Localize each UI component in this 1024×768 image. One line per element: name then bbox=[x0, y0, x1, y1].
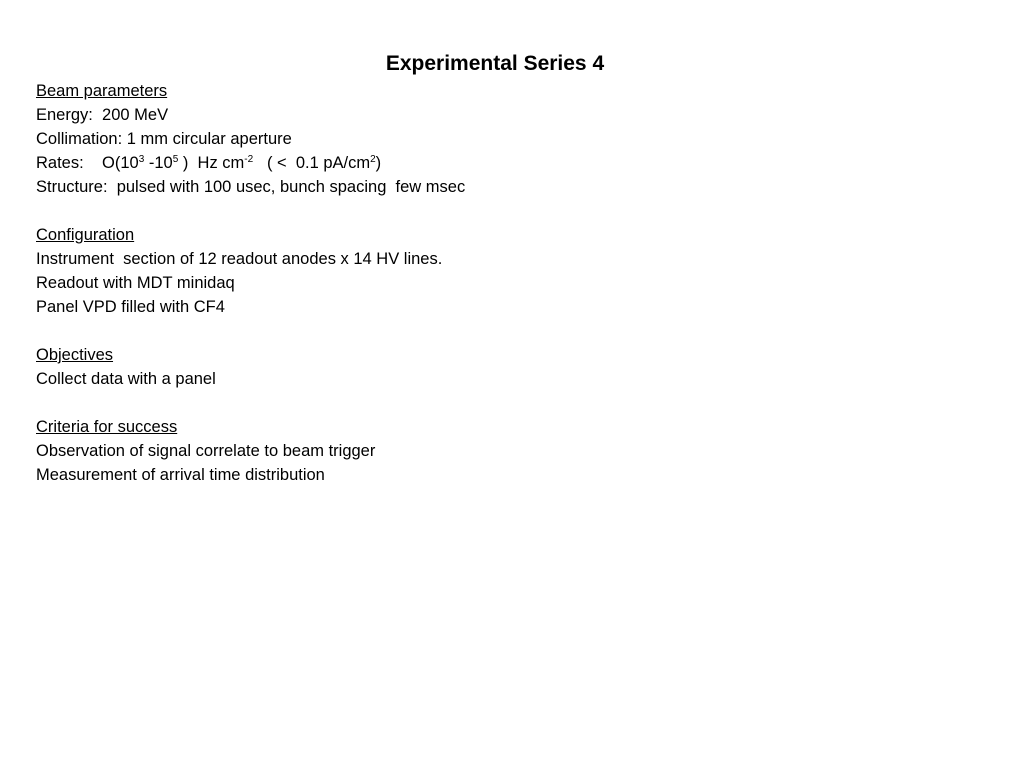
objectives-line: Collect data with a panel bbox=[36, 370, 216, 388]
energy-line: Energy: 200 MeV bbox=[36, 106, 169, 124]
rates-exponent-4: 2 bbox=[370, 154, 376, 165]
configuration-line: Instrument section of 12 readout anodes x 14 HV lines. bbox=[36, 250, 443, 268]
structure-line: Structure: pulsed with 100 usec, bunch spacing few msec bbox=[36, 178, 466, 196]
spacer bbox=[36, 319, 976, 343]
beam-parameters-heading: Beam parameters bbox=[36, 82, 168, 100]
spacer bbox=[36, 199, 976, 223]
rates-suffix: ) bbox=[375, 154, 382, 172]
configuration-line: Panel VPD filled with CF4 bbox=[36, 298, 225, 316]
configuration-heading: Configuration bbox=[36, 226, 135, 244]
criteria-line: Observation of signal correlate to beam trigger bbox=[36, 442, 376, 460]
rates-line bbox=[36, 151, 976, 175]
criteria-line: Measurement of arrival time distribution bbox=[36, 466, 325, 484]
configuration-line: Readout with MDT minidaq bbox=[36, 274, 235, 292]
rates-exponent-1: 3 bbox=[138, 154, 145, 165]
rates-mid-1: -10 bbox=[144, 154, 173, 172]
rates-mid-2: ) Hz cm bbox=[178, 154, 245, 172]
rates-exponent-2: 5 bbox=[172, 154, 179, 165]
criteria-heading: Criteria for success bbox=[36, 418, 178, 436]
spacer bbox=[36, 391, 976, 415]
rates-exponent-3: -2 bbox=[244, 154, 254, 165]
rates-prefix: Rates: O(10 bbox=[36, 154, 139, 172]
slide-body bbox=[36, 79, 976, 487]
rates-mid-3: ( < 0.1 pA/cm bbox=[253, 154, 371, 172]
slide-title: Experimental Series 4 bbox=[385, 52, 605, 75]
objectives-heading: Objectives bbox=[36, 346, 114, 364]
collimation-line: Collimation: 1 mm circular aperture bbox=[36, 130, 292, 148]
